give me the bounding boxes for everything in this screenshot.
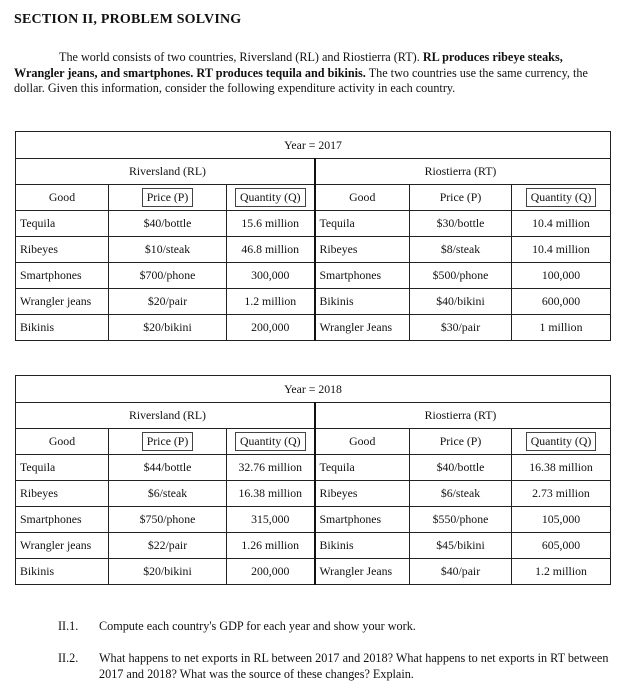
rl-quantity-header: Quantity (Q) [227, 185, 315, 211]
rt-quantity-header: Quantity (Q) [512, 429, 611, 455]
rt-country-header: Riostierra (RT) [410, 159, 512, 185]
table-row: Smartphones $700/phone 300,000 Smartphones $500/phone 100,000 [16, 263, 611, 289]
rt-price-header: Price (P) [410, 429, 512, 455]
question-text: Compute each country's GDP for each year and show your work. [99, 619, 416, 633]
rl-quantity-header: Quantity (Q) [227, 429, 315, 455]
question-number: II.2. [58, 651, 79, 665]
table-row: Wrangler jeans $20/pair 1.2 million Bikinis $40/bikini 600,000 [16, 289, 611, 315]
rt-good-header: Good [315, 429, 410, 455]
table-row: Tequila $40/bottle 15.6 million Tequila $30/bottle 10.4 million [16, 211, 611, 237]
expenditure-table-2018 [15, 375, 611, 585]
question-number: II.1. [58, 619, 79, 633]
intro-bold-text: RL produces ribeye steaks, Wrangler jeans, and smartphones. RT produces tequila and bikinis. [14, 50, 563, 80]
intro-text-1: The world consists of two countries, Riversland (RL) and Riostierra (RT). [59, 50, 420, 64]
table-row: Tequila $44/bottle 32.76 million Tequila $40/bottle 16.38 million [16, 455, 611, 481]
rl-price-header: Price (P) [109, 429, 227, 455]
rt-country-header: Riostierra (RT) [410, 403, 512, 429]
question-text: What happens to net exports in RL between 2017 and 2018? What happens to net exports in RT between 2017 and 2018? What was the source of these changes? Explain. [99, 651, 609, 681]
expenditure-table-2017 [15, 131, 611, 341]
intro-text-2: The two countries use the same currency, the dollar. Given this information, consider the following expenditure activity in each country. [14, 65, 588, 95]
section-title: SECTION II, PROBLEM SOLVING [14, 12, 242, 27]
rt-quantity-header: Quantity (Q) [512, 185, 611, 211]
table-row: Bikinis $20/bikini 200,000 Wrangler Jeans $30/pair 1 million [16, 315, 611, 341]
rl-good-header: Good [16, 185, 109, 211]
year-label: Year = 2017 [16, 132, 611, 159]
rl-good-header: Good [16, 429, 109, 455]
year-label: Year = 2018 [16, 376, 611, 403]
table-row: Ribeyes $6/steak 16.38 million Ribeyes $6/steak 2.73 million [16, 481, 611, 507]
table-row: Wrangler jeans $22/pair 1.26 million Bikinis $45/bikini 605,000 [16, 533, 611, 559]
rl-price-header: Price (P) [109, 185, 227, 211]
rl-country-header: Riversland (RL) [109, 159, 227, 185]
intro-paragraph [14, 50, 614, 97]
rl-country-header: Riversland (RL) [109, 403, 227, 429]
table-row: Ribeyes $10/steak 46.8 million Ribeyes $8/steak 10.4 million [16, 237, 611, 263]
rt-good-header: Good [315, 185, 410, 211]
table-row: Bikinis $20/bikini 200,000 Wrangler Jeans $40/pair 1.2 million [16, 559, 611, 585]
table-row: Smartphones $750/phone 315,000 Smartphones $550/phone 105,000 [16, 507, 611, 533]
rt-price-header: Price (P) [410, 185, 512, 211]
